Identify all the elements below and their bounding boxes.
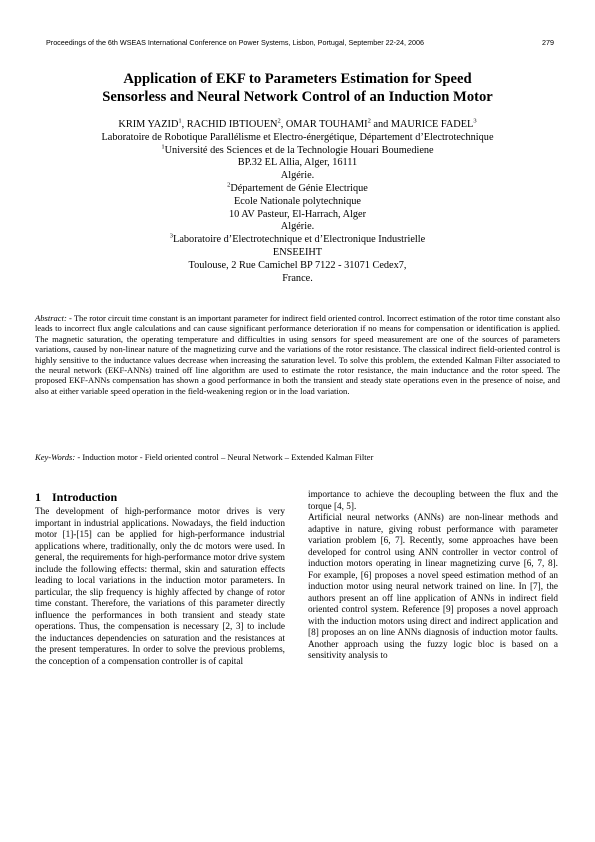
affiliation-3-country: France. <box>282 272 313 284</box>
affiliation-2-country: Algérie. <box>280 221 315 233</box>
page-number: 279 <box>542 38 554 47</box>
intro-paragraph-2: importance to achieve the decoupling between the flux and the torque [4, 5]. <box>308 490 558 512</box>
author-list <box>40 119 555 132</box>
title-line-2: Sensorless and Neural Network Control of an Induction Motor <box>102 89 493 105</box>
affiliation-2-address: 10 AV Pasteur, El-Harrach, Alger <box>228 208 367 220</box>
keywords-label: Key-Words: <box>35 452 76 462</box>
author-4-sup: 3 <box>473 117 477 125</box>
author-1-sup: 1 <box>178 117 182 125</box>
right-column <box>308 490 558 663</box>
author-3: , OMAR TOUHAMI <box>280 119 368 130</box>
author-block <box>40 119 555 285</box>
affiliation-2-school: Ecole Nationale polytechnique <box>234 195 361 207</box>
section-number: 1 <box>35 490 41 504</box>
author-3-sup: 2 <box>367 117 371 125</box>
affiliation-2-name: $^2$Département de Génie Electrique <box>227 181 368 194</box>
section-heading <box>35 490 285 504</box>
author-1: KRIM YAZID <box>118 119 179 130</box>
section-title: Introduction <box>52 490 118 504</box>
intro-paragraph-3: Artificial neural networks (ANNs) are non-linear methods and adaptive in nature, giving robust performance with parameter variation problem [6, 7]. Recently, some approaches have been developed for control using ANN controller in vector control of induction motors operating in linear magnetizing curve [6, 7, 8]. For example, [6] proposes a novel speed estimation method of an induction motor using neural network trained on line. In [7], the authors present an off line application of ANNs in indirect field oriented control system. Reference [9] proposes a novel approach with the induction motors using direct and indirect application and [8] proposes an on line ANNs diagnosis of induction motor faults. Another approach using the fuzzy logic bloc is based on a sensitivity analysis to <box>308 513 558 661</box>
lab-line: Laboratoire de Robotique Parallélisme et Electro-énergétique, Département d’Electrotechnique <box>101 131 494 143</box>
paper-title <box>40 70 555 106</box>
affiliation-1-name: $^1$Université des Sciences et de la Technologie Houari Boumediene <box>161 143 434 156</box>
proceedings-citation: Proceedings of the 6th WSEAS International Conference on Power Systems, Lisbon, Portugal, September 22-24, 2006 <box>46 38 424 47</box>
affiliation-1-country: Algérie. <box>280 170 315 182</box>
left-column <box>35 490 285 668</box>
keywords-text: - Induction motor - Field oriented control – Neural Network – Extended Kalman Filter <box>75 452 374 462</box>
abstract-text: - The rotor circuit time constant is an important parameter for indirect field oriented control. Incorrect estimation of the rotor time constant also leads to incorrect flux angle calculations and can cause significant performance deterioration if no means for compensation or identification is applied. The magnetic saturation, the operating temperature and difficulties in using sensors for speed measurement are one of the sources of parameters variations, caused by non-linear nature of the magnetizing curve and the variations of the rotor resistance. The classical indirect field-oriented control is highly sensitive to the inductance values decrease when increasing the saturation level. To solve this problem, the extended Kalman Filter associated to the neural network (EKF-ANNs) trained off line algorithm are used to estimate the rotor resistance, the main inductance and the rotor speed. The proposed EKF-ANNs compensation has shown a good performance in both the transient and steady state operations even in the presence of noise, and also at either variable speed operation in the field-weakening region or in the load variation. <box>35 313 560 396</box>
title-line-1: Application of EKF to Parameters Estimation for Speed <box>123 71 472 87</box>
author-2-sup: 2 <box>277 117 281 125</box>
affiliation-3-school: ENSEEIHT <box>272 246 323 258</box>
author-2: , RACHID IBTIOUEN <box>181 119 278 130</box>
abstract <box>35 313 560 396</box>
abstract-label: Abstract: <box>35 313 67 323</box>
affiliation-1-address: BP.32 EL Allia, Alger, 16111 <box>237 157 358 169</box>
keywords <box>35 452 560 462</box>
author-4: and MAURICE FADEL <box>370 119 474 130</box>
intro-paragraph-1: The development of high-performance motor drives is very important in industrial applications. Nowadays, the field induction motor [1]-[15] can be applied for high-performance industrial applications where, traditionally, only the dc motors were used. In general, the requirements for high-performance motor drive system include the following effects: thermal, skin and saturation effects leading to local variations in the induction motor parameters. In particular, the slip frequency is highly affected by change of rotor time constant. Therefore, the variations of this parameter directly influence the performances in both transient and steady state operations. Thus, the compensation is necessary [2, 3] to include the inductances dependencies on saturation and the resistances at the present temperatures. In order to solve the previous problems, the conception of a compensation controller is of capital <box>35 507 285 667</box>
affiliation-3-address: Toulouse, 2 Rue Camichel BP 7122 - 31071 Cedex7, <box>188 259 407 271</box>
running-header <box>46 38 554 47</box>
affiliation-3-name: $^3$Laboratoire d’Electrotechnique et d’Electronique Industrielle <box>169 232 426 246</box>
